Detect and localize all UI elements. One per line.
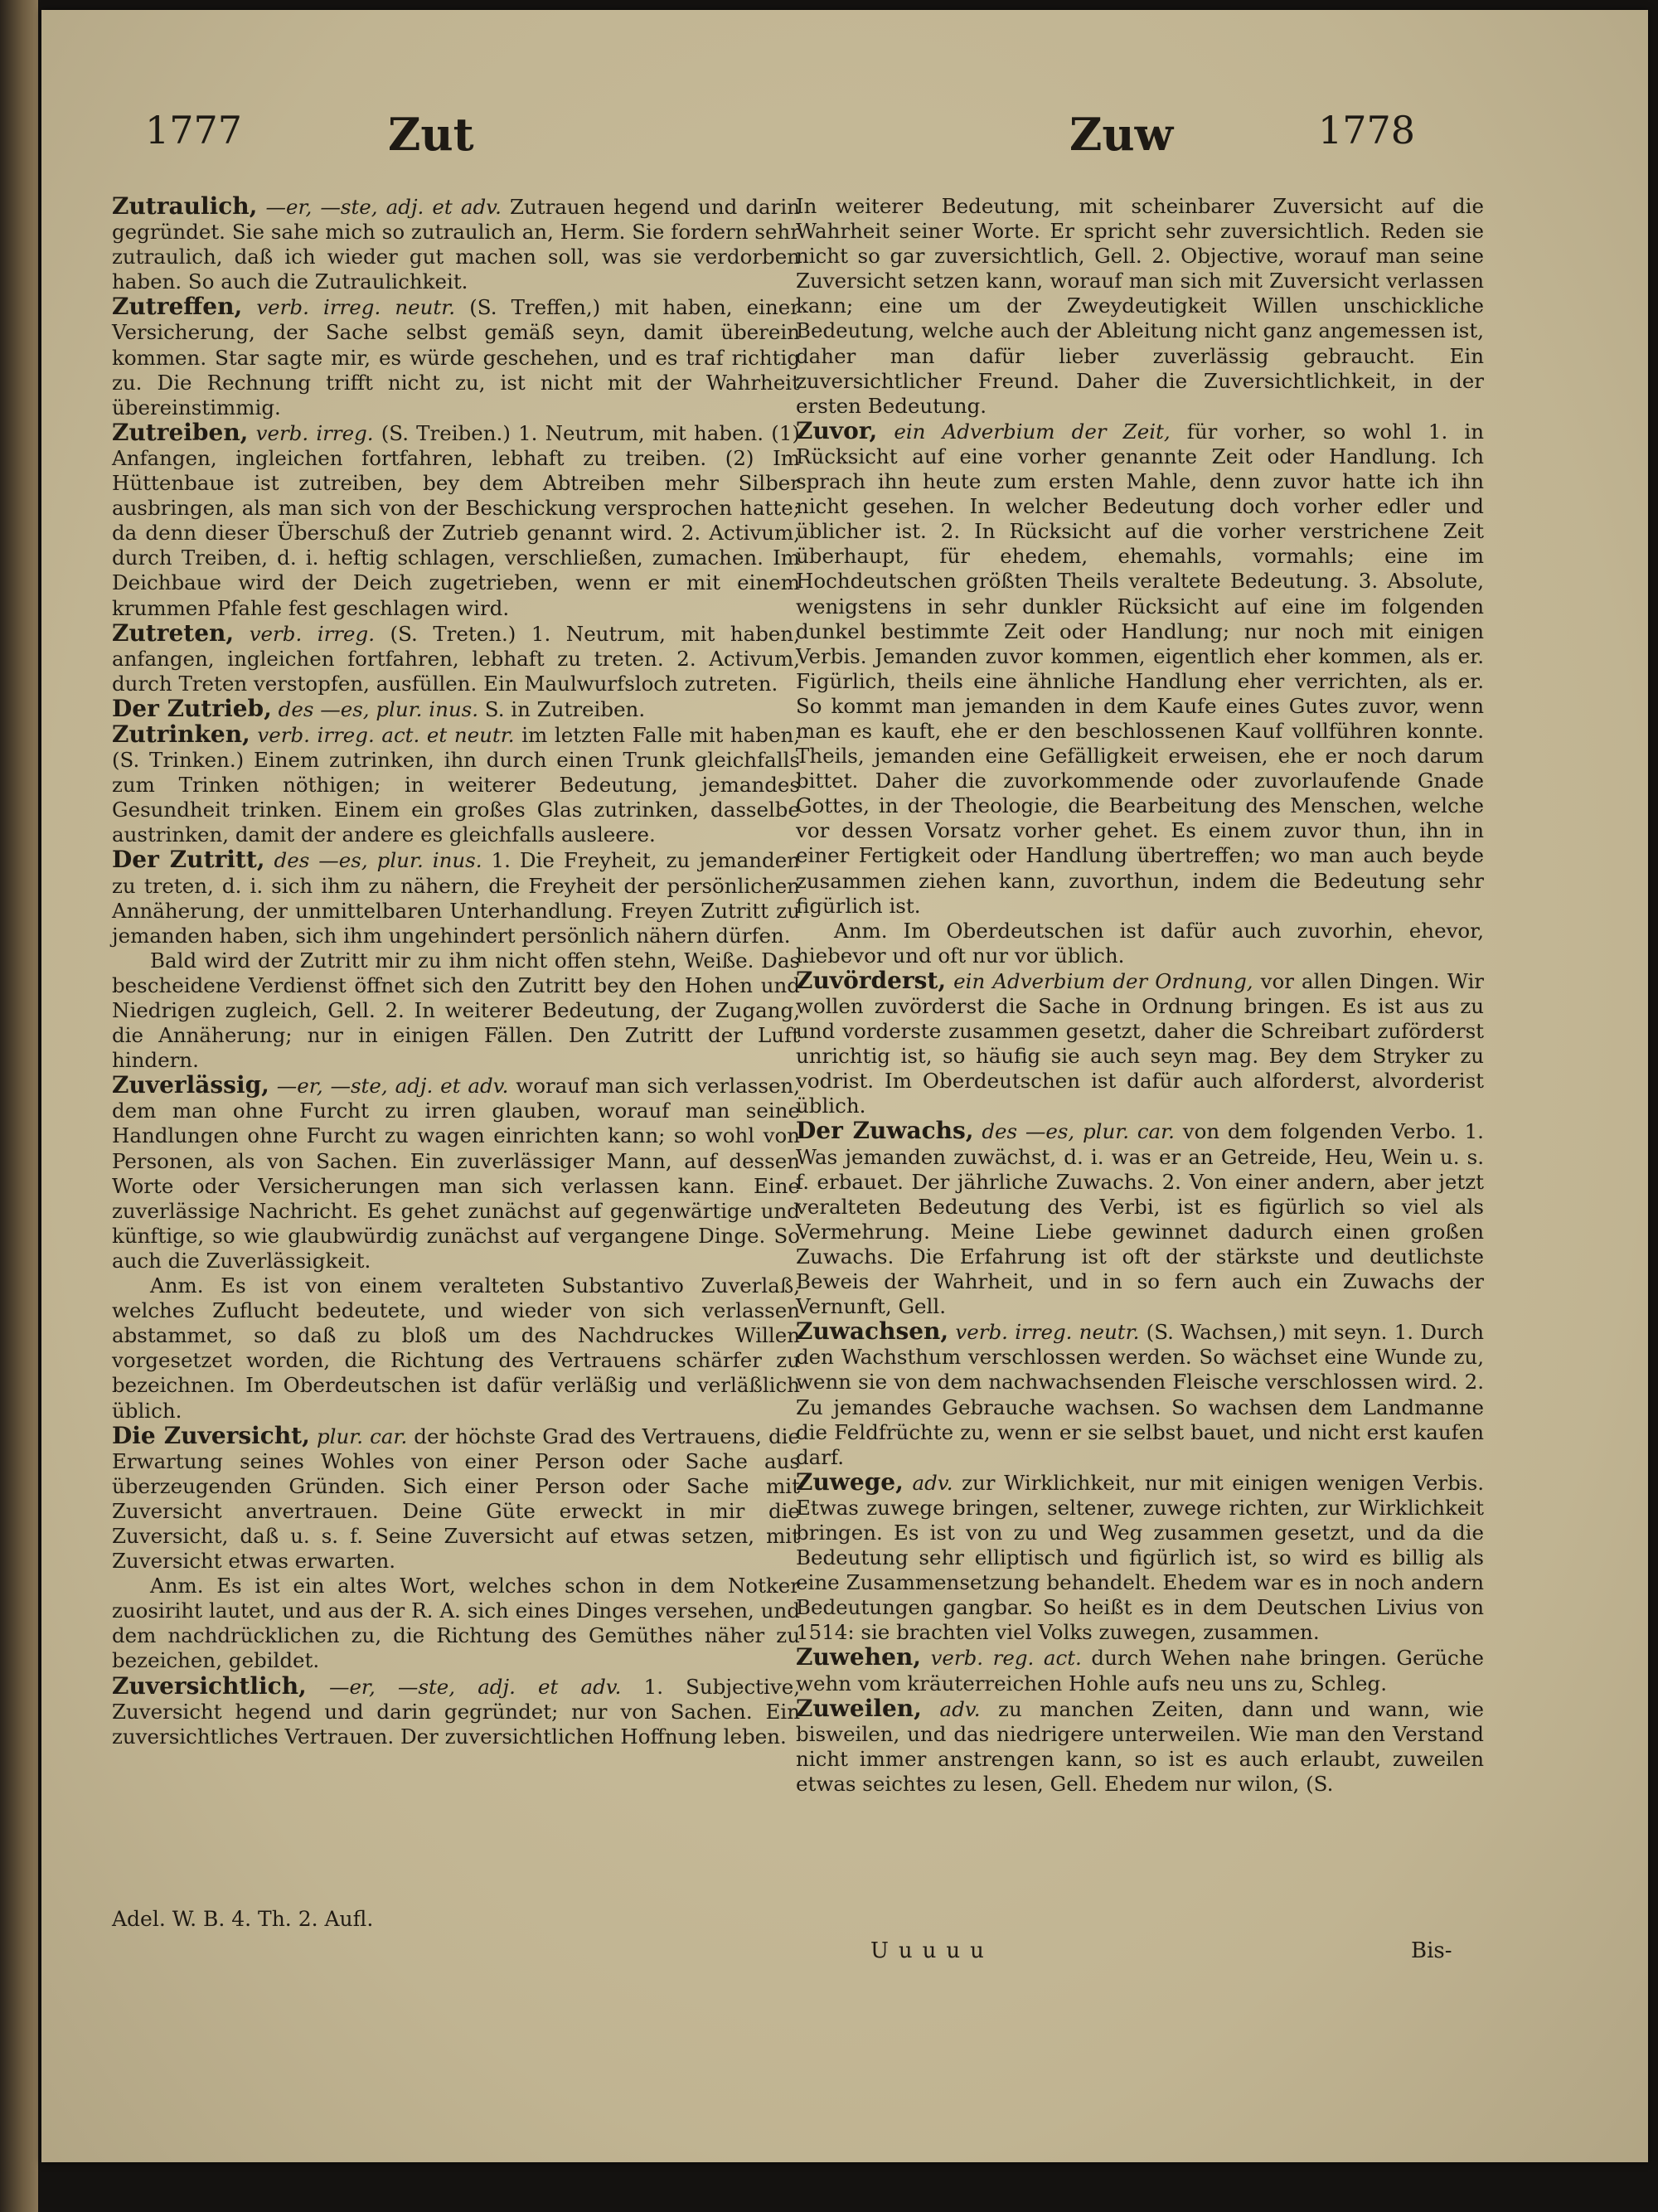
entry-note: Bald wird der Zutritt mir zu ihm nicht offen stehn, Weiße. Das bescheidene Verdienst öffnet sich den Zutritt bey den Hohen und Niedrigen zugleich, Gell. 2. In weiterer Bedeutung, der Zugang, die Annäherung; nur in einigen Fällen. Den Zutritt der Luft hindern.	[112, 948, 800, 1073]
headword: Zuwachsen,	[796, 1317, 949, 1346]
grammar-info: verb. irreg.	[249, 621, 375, 646]
grammar-info: des —es, plur. inus.	[274, 848, 482, 873]
grammar-info: plur. car.	[316, 1424, 408, 1448]
grammar-info: verb. irreg.	[255, 420, 374, 445]
printer-signature: Adel. W. B. 4. Th. 2. Aufl.	[112, 1907, 374, 1931]
headword: Der Zutrieb,	[112, 694, 272, 722]
entry-text: 1. Subjective, Zuversicht hegend und darin gegründet; nur von Sachen. Ein zuversichtliches Vertrauen. Der zuversichtlichen Hoffnung leben.	[112, 1674, 800, 1749]
left-column	[112, 194, 800, 1749]
entry	[796, 968, 1484, 1119]
entry	[112, 1073, 800, 1273]
right-page-number: 1778	[1318, 108, 1416, 153]
headword: Der Zuwachs,	[796, 1117, 974, 1145]
entry	[796, 1696, 1484, 1797]
entry	[112, 847, 800, 948]
headword: Zutreffen,	[112, 293, 243, 321]
entry	[796, 1319, 1484, 1470]
entry-text: (S. Wachsen,) mit seyn. 1. Durch den Wachsthum verschlossen werden. So wächset eine Wunde zu, wenn sie von dem nachwachsenden Fleische verschlossen wird. 2. Zu jemandes Gebrauche wachsen. So wachsen dem Landmanne die Feldfrüchte zu, wenn er sie selbst bauet, und nicht erst kaufen darf.	[796, 1320, 1484, 1469]
page-header	[41, 108, 1648, 182]
entry	[796, 1645, 1484, 1695]
grammar-info: —er, —ste, adj. et adv.	[328, 1674, 622, 1699]
entry-text: von dem folgenden Verbo. 1. Was jemanden zuwächst, d. i. was er an Getreide, Heu, Wein u. s. f. erbauet. Der jährliche Zuwachs. 2. Von einer andern, aber jetzt veralteten Bedeutung des Verbi, ist es figürlich so viel als Vermehrung. Meine Liebe gewinnet dadurch einen großen Zuwachs. Die Erfahrung ist oft der stärkste und deutlichste Beweis der Wahrheit, und in so fern auch ein Zuwachs der Vernunft, Gell.	[796, 1119, 1484, 1319]
entry-note: Anm. Im Oberdeutschen ist dafür auch zuvorhin, ehevor, hiebevor und oft nur vor üblich.	[796, 918, 1484, 968]
headword: Zuversichtlich,	[112, 1671, 307, 1700]
catchword: Bis-	[1411, 1938, 1452, 1963]
entry	[112, 1421, 800, 1574]
headword: Zuweilen,	[796, 1694, 922, 1722]
grammar-info: —er, —ste, adj. et adv.	[276, 1074, 509, 1099]
entry-text: zu manchen Zeiten, dann und wann, wie bisweilen, und das niedrigere unterweilen. Wie man den Verstand nicht immer anstrengen kann, so ist es auch erlaubt, zuweilen etwas seichtes zu lesen, Gell. Ehedem nur wilon, (S.	[796, 1696, 1484, 1796]
entry-text: der höchste Grad des Vertrauens, die Erwartung seines Wohles von einer Person oder Sache aus überzeugenden Gründen. Sich einer Person oder Sache mit Zuversicht anvertrauen. Deine Güte erweckt in mir die Zuversicht, daß u. s. f. Seine Zuversicht auf etwas setzen, mit Zuversicht etwas erwarten.	[112, 1424, 800, 1574]
entry	[112, 618, 800, 696]
entry	[112, 696, 800, 722]
entry-note: Anm. Es ist von einem veralteten Substantivo Zuverlaß, welches Zuflucht bedeutete, und wieder von sich verlassen abstammet, so daß zu bloß um des Nachdruckes Willen vorgesetzet worden, die Richtung des Vertrauens schärfer zu bezeichnen. Im Oberdeutschen ist dafür verläßig und verläßlich üblich.	[112, 1273, 800, 1423]
book-spine	[0, 0, 38, 2212]
headword: Zuwehen,	[796, 1643, 921, 1671]
grammar-info: verb. reg. act.	[930, 1646, 1082, 1671]
entry	[112, 420, 800, 621]
headword: Zuvörderst,	[796, 966, 947, 994]
entry-text: (S. Treten.) 1. Neutrum, mit haben, anfangen, ingleichen fortfahren, lebhaft zu treten. 2. Activum, durch Treten verstopfen, ausfüllen. Ein Maulwurfsloch zutreten.	[112, 621, 800, 696]
headword: Zuvor,	[796, 416, 878, 444]
entry	[112, 1671, 800, 1749]
dictionary-page	[41, 10, 1648, 2162]
entry-text: Zutrauen hegend und darin gegründet. Sie sahe mich so zutraulich an, Herm. Sie fordern sehr zutraulich, daß ich wieder gut machen soll, was sie verdorben haben. So auch die Zutraulichkeit.	[112, 195, 800, 294]
entry-text: zur Wirklichkeit, nur mit einigen wenigen Verbis. Etwas zuwege bringen, seltener, zuwege richten, zur Wirklichkeit bringen. Es ist von zu und Weg zusammen gesetzt, und da die Bedeutung sehr elliptisch und figürlich ist, so wird es billig als eine Zusammensetzung behandelt. Ehedem war es in noch andern Bedeutungen gangbar. So heißt es in dem Deutschen Livius von 1514: sie brachten viel Volks zuwegen, zusammen.	[796, 1470, 1485, 1645]
headword: Zutraulich,	[112, 192, 258, 220]
entry	[796, 1467, 1485, 1646]
entry	[796, 416, 1484, 919]
entry	[796, 1118, 1484, 1319]
headword: Der Zutritt,	[112, 846, 265, 874]
entry-text: worauf man sich verlassen, dem man ohne Furcht zu irren glauben, worauf man seine Handlungen ohne Furcht zu wagen einrichten kann; so wohl von Personen, als von Sachen. Ein zuverlässiger Mann, auf dessen Worte oder Versicherungen man sich verlassen kann. Eine zuverlässige Nachricht. Es gehet zunächst auf gegenwärtige und künftige, so wie glaubwürdig zunächst auf vergangene Dinge. So auch die Zuverlässigkeit.	[112, 1074, 801, 1273]
entry-text: im letzten Falle mit haben, (S. Trinken.) Einem zutrinken, ihn durch einen Trunk gleichfalls zum Trinken nöthigen; in weiterer Bedeutung, jemandes Gesundheit trinken. Einem ein großes Glas zutrinken, dasselbe austrinken, damit der andere es gleichfalls ausleere.	[112, 722, 801, 847]
grammar-info: des —es, plur. car.	[982, 1119, 1175, 1144]
headword: Die Zuversicht,	[112, 1421, 310, 1449]
headword: Zutrinken,	[112, 720, 250, 748]
grammar-info: verb. irreg. neutr.	[256, 295, 456, 320]
entry	[112, 722, 800, 847]
grammar-info: adv.	[912, 1470, 953, 1495]
grammar-info: des —es, plur. inus.	[278, 696, 478, 721]
grammar-info: adv.	[939, 1696, 981, 1721]
entry-text: vor allen Dingen. Wir wollen zuvörderst die Sache in Ordnung bringen. Es ist aus zu und vorderste zusammen gesetzt, daher die Schreibart zuförderst unrichtig ist, so häufig sie auch seyn mag. Bey dem Stryker zu vodrist. Im Oberdeutschen ist dafür auch alforderst, alvorderist üblich.	[796, 968, 1484, 1118]
right-column	[796, 194, 1484, 1797]
headword: Zutreten,	[112, 618, 235, 647]
grammar-info: verb. irreg. act. et neutr.	[257, 722, 515, 747]
entry	[112, 294, 800, 420]
right-guide-word: Zuw	[1069, 108, 1174, 161]
entry-text: S. in Zutreiben.	[484, 696, 646, 721]
signature-mark: Uuuuu	[870, 1938, 994, 1963]
grammar-info: ein Adverbium der Zeit,	[894, 419, 1171, 444]
left-page-number: 1777	[145, 108, 243, 153]
headword: Zuwege,	[796, 1467, 904, 1496]
grammar-info: verb. irreg. neutr.	[955, 1320, 1140, 1345]
entry-text: (S. Treffen,) mit haben, einer Versicherung, der Sache selbst gemäß seyn, damit überein kommen. Star sagte mir, es würde geschehen, und es traf richtig zu. Die Rechnung trifft nicht zu, ist nicht mit der Wahrheit übereinstimmig.	[112, 295, 800, 420]
entry	[112, 194, 800, 294]
grammar-info: —er, —ste, adj. et adv.	[265, 195, 502, 219]
entry-continuation: In weiterer Bedeutung, mit scheinbarer Zuversicht auf die Wahrheit seiner Worte. Er spricht sehr zuversichtlich. Reden sie nicht so gar zuversichtlich, Gell. 2. Objective, worauf man seine Zuversicht setzen kann, worauf man sich mit Zuversicht verlassen kann; eine um der Zweydeutigkeit Willen unschickliche Bedeutung, welche auch der Ableitung nicht ganz angemessen ist, daher man dafür lieber zuverlässig gebraucht. Ein zuversichtlicher Freund. Daher die Zuversichtlichkeit, in der ersten Bedeutung.	[796, 194, 1484, 418]
entry-note: Anm. Es ist ein altes Wort, welches schon in dem Notker zuosiriht lautet, und aus der R. A. sich eines Dinges versehen, und dem nachdrücklichen zu, die Richtung des Gemüthes näher zu bezeichen, gebildet.	[112, 1574, 800, 1673]
grammar-info: ein Adverbium der Ordnung,	[953, 968, 1253, 993]
headword: Zutreiben,	[112, 418, 249, 446]
headword: Zuverlässig,	[112, 1071, 269, 1099]
entry-text: für vorher, so wohl 1. in Rücksicht auf eine vorher genannte Zeit oder Handlung. Ich sprach ihn heute zum ersten Mahle, denn zuvor hatte ich ihn nicht gesehen. In welcher Bedeutung doch vorher edler und üblicher ist. 2. In Rücksicht auf die vorher verstrichene Zeit überhaupt, für ehedem, ehemahls, vormahls; eine im Hochdeutschen größten Theils veraltete Bedeutung. 3. Absolute, wenigstens in sehr dunkler Rücksicht auf eine im folgenden dunkel bestimmte Zeit oder Handlung; nur noch mit einigen Verbis. Jemanden zuvor kommen, eigentlich eher kommen, als er. Figürlich, theils eine ähnliche Handlung eher verrichten, als er. So kommt man jemanden in dem Kaufe eines Gutes zuvor, wenn man es kauft, ehe er den beschlossenen Kauf vollführen konnte. Theils, jemanden eine Gefälligkeit erweisen, ehe er noch darum bittet. Daher die zuvorkommende oder zuvorlaufende Gnade Gottes, in der Theologie, die Bearbeitung des Menschen, welche vor dessen Vorsatz vorher gehet. Es einem zuvor thun, ihn in einer Fertigkeit oder Handlung übertreffen; wo man auch beyde zusammen ziehen kann, zuvorthun, indem die Bedeutung sehr figürlich ist.	[796, 419, 1484, 918]
entry-text: 1. Die Freyheit, zu jemanden zu treten, d. i. sich ihm zu nähern, die Freyheit der persönlichen Annäherung, der unmittelbaren Unterhandlung. Freyen Zutritt zu jemanden haben, sich ihm ungehindert persönlich nähern dürfen.	[112, 848, 800, 948]
entry-text: (S. Treiben.) 1. Neutrum, mit haben. (1) Anfangen, ingleichen fortfahren, lebhaft zu treiben. (2) Im Hüttenbaue ist zutreiben, bey dem Abtreiben mehr Silber ausbringen, als man sich von der Beschickung versprochen hatte; da denn dieser Überschuß der Zutrieb genannt wird. 2. Activum, durch Treiben, d. i. heftig schlagen, verschließen, zumachen. Im Deichbaue wird der Deich zugetrieben, wenn er mit einem krummen Pfahle fest geschlagen wird.	[112, 420, 800, 620]
left-guide-word: Zut	[388, 108, 474, 161]
entry-text: durch Wehen nahe bringen. Gerüche wehn vom kräuterreichen Hohle aufs neu uns zu, Schleg.	[796, 1646, 1484, 1695]
